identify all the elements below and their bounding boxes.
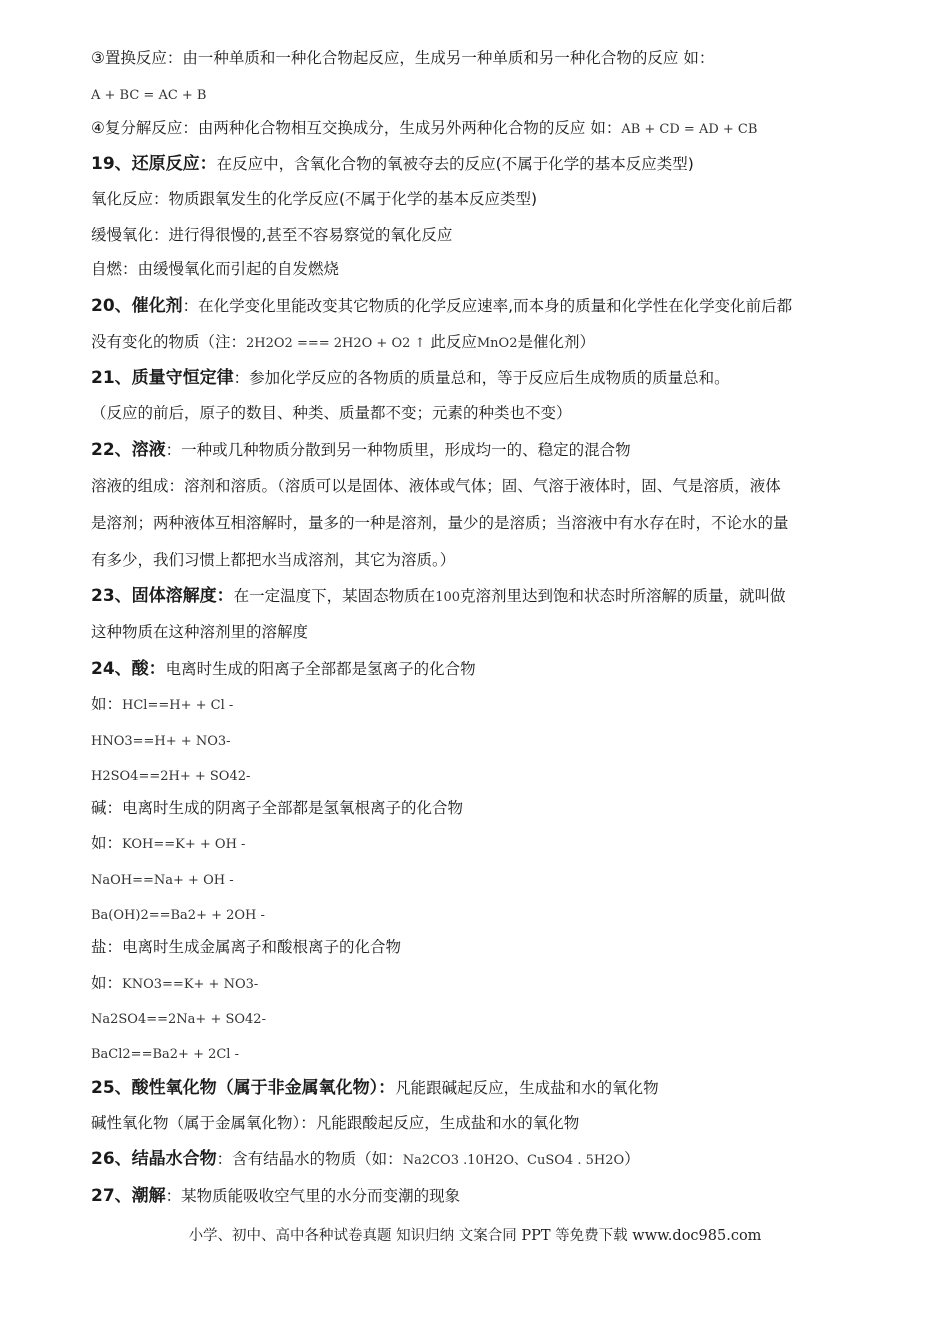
term-heading: 26、结晶水合物 xyxy=(91,1149,217,1169)
text-line xyxy=(91,937,881,957)
definition-21 xyxy=(91,368,881,388)
definition-text: 电离时生成的阳离子全部都是氢离子的化合物 xyxy=(165,660,476,678)
text-line xyxy=(91,118,881,140)
text: 如： xyxy=(91,974,123,992)
text: （反应的前后，原子的数目、种类、质量都不变；元素的种类也不变） xyxy=(91,404,572,422)
text: ③置换反应：由一种单质和一种化合物起反应，生成另一种单质和另一种化合物的反应 如： xyxy=(91,49,715,67)
formula: HCl==H+ + Cl - xyxy=(122,698,234,713)
text: 盐：电离时生成金属离子和酸根离子的化合物 xyxy=(91,938,402,956)
formula: AB + CD = AD + CB xyxy=(621,122,758,137)
definition-text: ：含有结晶水的物质（如： xyxy=(216,1150,403,1168)
formula-line xyxy=(91,694,881,716)
text: 缓慢氧化：进行得很慢的,甚至不容易察觉的氧化反应 xyxy=(91,226,453,244)
text: ④复分解反应：由两种化合物相互交换成分，生成另外两种化合物的反应 如： xyxy=(91,119,622,137)
definition-24 xyxy=(91,659,881,679)
text: 是催化剂） xyxy=(517,333,595,351)
text-line xyxy=(91,403,881,423)
formula-line xyxy=(91,84,881,106)
formula: 2H2O2 === 2H2O + O2 ↑ xyxy=(246,336,426,351)
text: 氧化反应：物质跟氧发生的化学反应(不属于化学的基本反应类型) xyxy=(91,190,538,208)
text-line xyxy=(91,259,881,279)
definition-text: ：在化学变化里能改变其它物质的化学反应速率,而本身的质量和化学性在化学变化前后都 xyxy=(182,297,793,315)
text-line xyxy=(91,622,881,642)
formula: Na2CO3 .10H2O、CuSO4 . 5H2O xyxy=(402,1153,625,1168)
text-line xyxy=(91,189,881,209)
definition-27 xyxy=(91,1186,881,1206)
term-heading: 22、溶液 xyxy=(91,440,166,460)
definition-text: 在反应中，含氧化合物的氧被夺去的反应(不属于化学的基本反应类型) xyxy=(216,155,694,173)
formula: BaCl2==Ba2+ + 2Cl - xyxy=(91,1047,239,1062)
formula: KNO3==K+ + NO3- xyxy=(122,977,259,992)
text: 没有变化的物质（注： xyxy=(91,333,247,351)
definition-19 xyxy=(91,154,881,174)
formula: A + BC = AC + B xyxy=(91,88,207,103)
formula: H2SO4==2H+ + SO42- xyxy=(91,769,251,784)
definition-text: 克溶剂里达到饱和状态时所溶解的质量，就叫做 xyxy=(460,587,786,605)
text: ） xyxy=(624,1150,640,1168)
definition-text: 在一定温度下，某固态物质在 xyxy=(233,587,436,605)
formula-line xyxy=(91,1008,881,1030)
definition-text: ：一种或几种物质分散到另一种物质里，形成均一的、稳定的混合物 xyxy=(165,441,631,459)
formula-line xyxy=(91,833,881,855)
text: 碱性氧化物（属于金属氧化物）：凡能跟酸起反应，生成盐和水的氧化物 xyxy=(91,1114,580,1132)
formula-line xyxy=(91,730,881,752)
text-line xyxy=(91,798,881,818)
term-heading: 21、质量守恒定律 xyxy=(91,368,234,388)
formula: KOH==K+ + OH - xyxy=(122,837,246,852)
term-heading: 19、还原反应： xyxy=(91,154,217,174)
formula-line xyxy=(91,1043,881,1065)
formula: HNO3==H+ + NO3- xyxy=(91,734,231,749)
text: 碱：电离时生成的阴离子全部都是氢氧根离子的化合物 xyxy=(91,799,464,817)
term-heading: 27、潮解 xyxy=(91,1186,166,1206)
formula: Na2SO4==2Na+ + SO42- xyxy=(91,1012,266,1027)
formula-line xyxy=(91,973,881,995)
formula: NaOH==Na+ + OH - xyxy=(91,873,234,888)
text: 如： xyxy=(91,695,123,713)
text: 此反应 xyxy=(425,333,477,351)
number: 100 xyxy=(435,590,461,605)
text-line xyxy=(91,1113,881,1133)
text: 溶液的组成：溶剂和溶质。（溶质可以是固体、液体或气体；固、气溶于液体时，固、气是溶质，液体 xyxy=(91,477,781,495)
text: 自燃：由缓慢氧化而引起的自发燃烧 xyxy=(91,260,340,278)
definition-text: 凡能跟碱起反应，生成盐和水的氧化物 xyxy=(395,1079,659,1097)
text: 有多少，我们习惯上都把水当成溶剂，其它为溶质。） xyxy=(91,551,456,569)
term-heading: 23、固体溶解度： xyxy=(91,586,234,606)
term-heading: 25、酸性氧化物（属于非金属氧化物）： xyxy=(91,1078,396,1098)
text-line xyxy=(91,48,881,68)
definition-text: ：参加化学反应的各物质的质量总和，等于反应后生成物质的质量总和。 xyxy=(233,369,730,387)
text: 如： xyxy=(91,834,123,852)
text: 这种物质在这种溶剂里的溶解度 xyxy=(91,623,309,641)
text: 是溶剂；两种液体互相溶解时，量多的一种是溶剂，量少的是溶质；当溶液中有水存在时，不论水的量 xyxy=(91,514,789,532)
formula-line xyxy=(91,765,881,787)
definition-26 xyxy=(91,1149,881,1171)
text-line xyxy=(91,225,881,245)
term-heading: 20、催化剂 xyxy=(91,296,183,316)
text-line xyxy=(91,476,881,496)
formula: Ba(OH)2==Ba2+ + 2OH - xyxy=(91,908,265,923)
definition-text: ：某物质能吸收空气里的水分而变潮的现象 xyxy=(165,1187,461,1205)
formula-line xyxy=(91,904,881,926)
page-footer: 小学、初中、高中各种试卷真题 知识归纳 文案合同 PPT 等免费下载 www.doc985.com xyxy=(188,1228,762,1244)
definition-22 xyxy=(91,440,881,460)
formula: MnO2 xyxy=(476,336,518,351)
definition-20 xyxy=(91,296,881,316)
text-line xyxy=(91,332,881,354)
definition-25 xyxy=(91,1078,881,1098)
text-line xyxy=(91,550,881,570)
term-heading: 24、酸： xyxy=(91,659,166,679)
formula-line xyxy=(91,869,881,891)
text-line xyxy=(91,513,881,533)
definition-23 xyxy=(91,586,881,608)
